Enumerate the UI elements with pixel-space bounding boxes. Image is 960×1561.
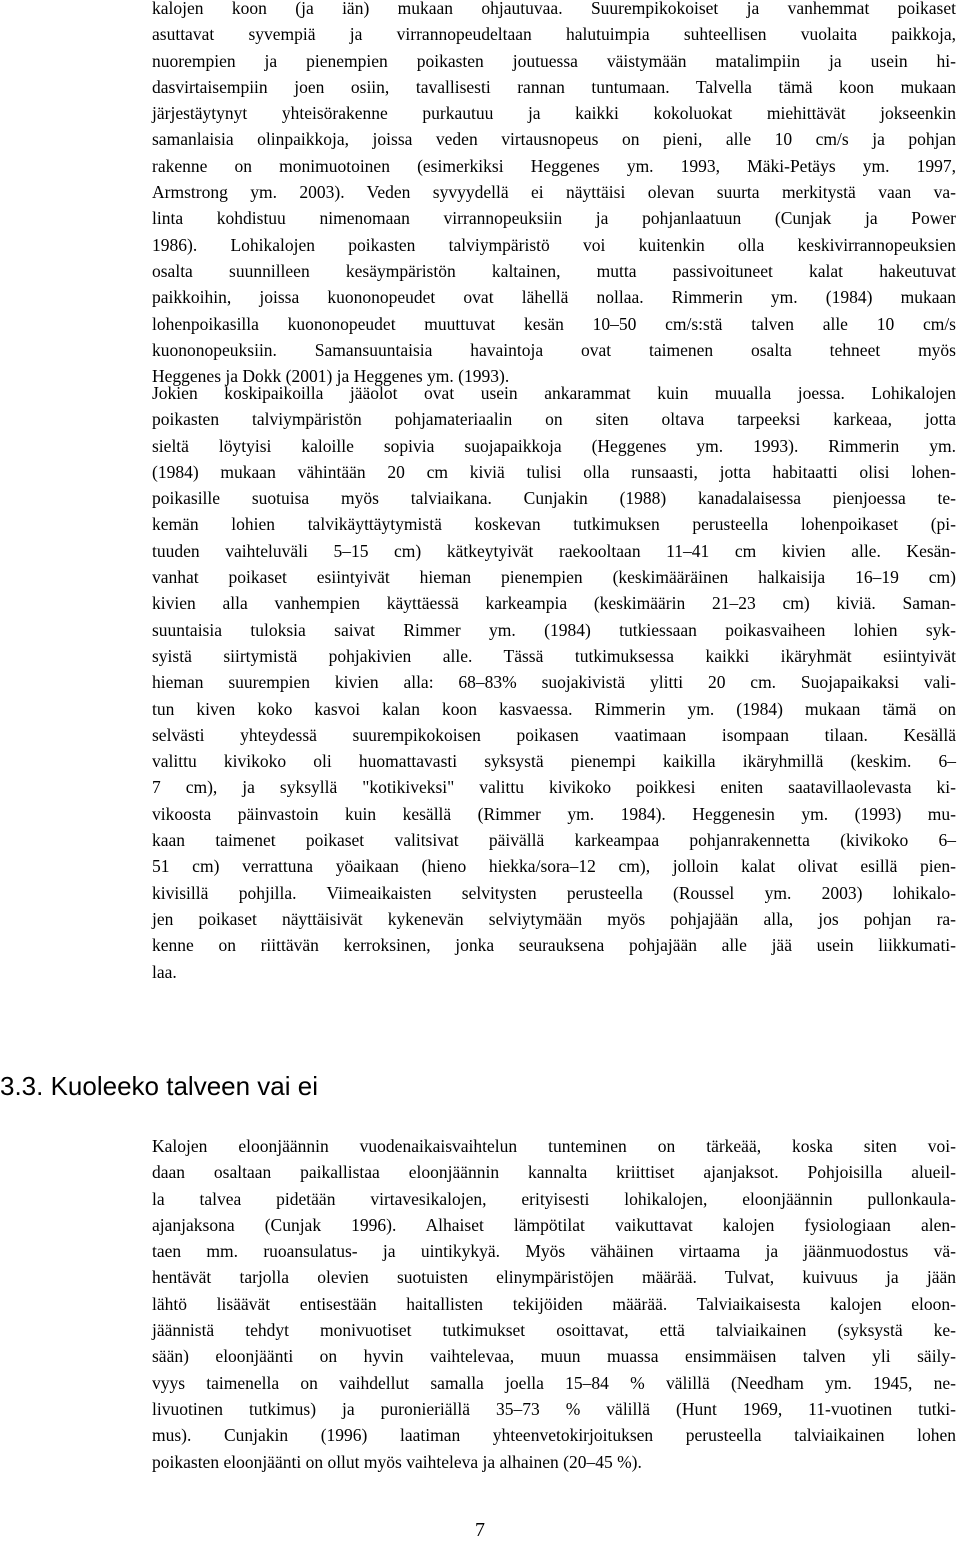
text-line: mus). Cunjakin (1996) laatiman yhteenvetokirjoituksen perusteella talviaikainen lohen: [152, 1425, 956, 1446]
text-line: 7 cm), ja syksyllä "kotikiveksi" valittu kivikoko poikkesi eniten saatavillaolevasta ki-: [152, 777, 956, 798]
text-line: poikasille suotuisa myös talviaikana. Cunjakin (1988) kanadalaisessa pienjoessa te-: [152, 488, 956, 509]
text-line: dasvirtaisempiin joen osiin, tavallisesti rannan tuntumaan. Talvella tämä koon mukaan: [152, 76, 956, 97]
text-line: Kalojen eloonjäännin vuodenaikaisvaihtelun tunteminen on tärkeää, koska siten voi-: [152, 1136, 956, 1156]
text-line: vanhat poikaset esiintyivät hieman pienempien (keskimääräinen halkaisija 16–19 cm): [152, 567, 956, 588]
text-line: tuuden vaihteluväli 5–15 cm) kätkeytyivät raekooltaan 11–41 cm kivien alle. Kesän-: [152, 540, 956, 561]
text-line: kuononopeuksiin. Samansuuntaisia havaintoja ovat taimenen osalta tehneet myös: [152, 339, 956, 360]
text-line: sään) eloonjäänti on hyvin vaihtelevaa, muun muassa ensimmäisen talven yli säily-: [152, 1346, 956, 1367]
text-line: (1984) mukaan vähintään 20 cm kiviä tulisi olla runsaasti, jotta habitaatti olisi lohen-: [152, 461, 956, 482]
text-line: laa.: [152, 961, 177, 982]
text-line: ajanjaksona (Cunjak 1996). Alhaiset lämpötilat vaikuttavat kalojen fysiologiaan alen-: [152, 1214, 956, 1235]
text-line: rakenne on monimuotoinen (esimerkiksi Heggenes ym. 1993, Mäki-Petäys ym. 1997,: [152, 155, 956, 176]
text-line: hentävät tarjolla olevien suotuisten elinympäristöjen määrää. Tulvat, kuivuus ja jään: [152, 1267, 956, 1288]
text-line: syistä siirtymistä pohjakivien alle. Tässä tutkimuksessa kaikki ikäryhmät esiintyivät: [152, 645, 956, 666]
text-line: kenne on riittävän kerroksinen, jonka seurauksena pohjajään alle jää usein liikkumati-: [152, 935, 956, 956]
text-line: jäännistä tehdyt monivuotiset tutkimukset osoittavat, että talviaikainen (syksystä ke-: [152, 1320, 956, 1341]
text-line: kivisillä pohjilla. Viimeaikaisten selvitysten perusteella (Roussel ym. 2003) lohikalo-: [152, 882, 956, 903]
text-line: Jokien koskipaikoilla jääolot ovat usein ankarammat kuin muualla joessa. Lohikalojen: [152, 383, 956, 403]
text-line: poikasten eloonjäänti on ollut myös vaihteleva ja alhainen (20–45 %).: [152, 1451, 642, 1472]
text-line: tun kiven koko kasvoi kalan koon kasvaessa. Rimmerin ym. (1984) mukaan tämä on: [152, 698, 956, 719]
text-line: osalta suunnilleen kesäympäristön kaltainen, mutta passivoituneet kalat hakeutuvat: [152, 260, 956, 281]
text-line: Armstrong ym. 2003). Veden syvyydellä ei näyttäisi olevan suurta merkitystä vaan va-: [152, 182, 956, 203]
text-line: hieman suurempien kivien alla: 68–83% suojakivistä ylitti 20 cm. Suojapaikaksi vali-: [152, 672, 956, 693]
paragraph-substrate: [152, 380, 956, 985]
text-line: järjestäytynyt yhteisörakenne purkautuu ja kaikki kokoluokat miehittävät jokseenkin: [152, 103, 956, 124]
text-line: daan osaltaan paikallistaa eloonjäännin kannalta kriittiset ajanjaksot. Pohjoisilla alueil-: [152, 1162, 956, 1183]
text-line: linta kohdistuu nimenomaan virrannopeuksiin ja pohjanlaatuun (Cunjak ja Power: [152, 208, 956, 229]
text-line: paikkoihin, joissa kuononopeudet ovat lähellä nollaa. Rimmerin ym. (1984) mukaan: [152, 287, 956, 308]
page-number: 7: [475, 1519, 485, 1541]
text-line: lähtö lisäävät entisestään haitallisten tekijöiden määrää. Talviaikaisesta kalojen eloon-: [152, 1293, 956, 1314]
text-line: asuttavat syvempiä ja virrannopeudeltaan halutuimpia suhteellisen vuolaita paikkoja,: [152, 24, 956, 45]
text-line: kalojen koon (ja iän) mukaan ohjautuvaa. Suurempikokoiset ja vanhemmat poikaset: [152, 0, 956, 18]
paragraph-winter-survival: [152, 1133, 956, 1475]
text-line: livuotinen tutkimus) ja puronieriällä 35–73 % välillä (Hunt 1969, 11-vuotinen tutki-: [152, 1398, 956, 1419]
text-line: taen mm. ruoansulatus- ja uintikykyä. Myös vähäinen virtaama ja jäänmuodostus vä-: [152, 1241, 956, 1262]
text-line: suuntaisia tuloksia saivat Rimmer ym. (1984) tutkiessaan poikasvaiheen lohien syk-: [152, 619, 956, 640]
text-line: Heggenes ja Dokk (2001) ja Heggenes ym. (1993).: [152, 366, 510, 387]
paragraph-overwintering-habitat: [152, 0, 956, 389]
text-line: lohenpoikasilla kuononopeudet muuttuvat kesän 10–50 cm/s:stä talven alle 10 cm/s: [152, 313, 956, 334]
text-line: vikoosta päinvastoin kuin kesällä (Rimmer ym. 1984). Heggenesin ym. (1993) mu-: [152, 803, 956, 824]
section-heading: 3.3. Kuoleeko talveen vai ei: [0, 1071, 318, 1101]
text-line: poikasten talviympäristön pohjamateriaalin on siten oltava tarpeeksi karkeaa, jotta: [152, 409, 956, 430]
text-line: vyys taimenella on vaihdellut samalla joella 15–84 % välillä (Needham ym. 1945, ne-: [152, 1372, 956, 1393]
text-line: valittu kivikoko oli huomattavasti syksystä pienempi kaikilla ikäryhmillä (keskim. 6–: [152, 751, 956, 772]
text-line: 1986). Lohikalojen poikasten talviympäristö voi kuitenkin olla keskivirrannopeuksien: [152, 234, 956, 255]
text-line: nuorempien ja pienempien poikasten joutuessa väistymään matalimpiin ja usein hi-: [152, 50, 956, 71]
text-line: samanlaisia olinpaikkoja, joissa veden virtausnopeus on pieni, alle 10 cm/s ja pohjan: [152, 129, 956, 150]
text-line: kivien alla vanhempien käyttäessä karkeampia (keskimäärin 21–23 cm) kiviä. Saman-: [152, 593, 956, 614]
text-line: la talvea pidetään virtavesikalojen, erityisesti lohikalojen, eloonjäännin pullonkaula-: [152, 1188, 956, 1209]
text-line: kemän lohien talvikäyttäytymistä koskevan tutkimuksen perusteella lohenpoikaset (pi-: [152, 514, 956, 535]
text-line: jen poikaset näyttäisivät kykenevän selviytymään myös pohjajään alla, jos pohjan ra-: [152, 908, 956, 929]
text-line: 51 cm) verrattuna yöaikaan (hieno hiekka/sora–12 cm), jolloin kalat olivat esillä pien-: [152, 856, 956, 877]
text-line: kaan taimenet poikaset valitsivat päivällä karkeampaa pohjanrakennetta (kivikoko 6–: [152, 830, 956, 851]
text-line: sieltä löytyisi kaloille sopivia suojapaikkoja (Heggenes ym. 1993). Rimmerin ym.: [152, 435, 956, 456]
text-line: selvästi yhteydessä suurempikokoisen poikasen vaatimaan isompaan tilaan. Kesällä: [152, 724, 956, 745]
